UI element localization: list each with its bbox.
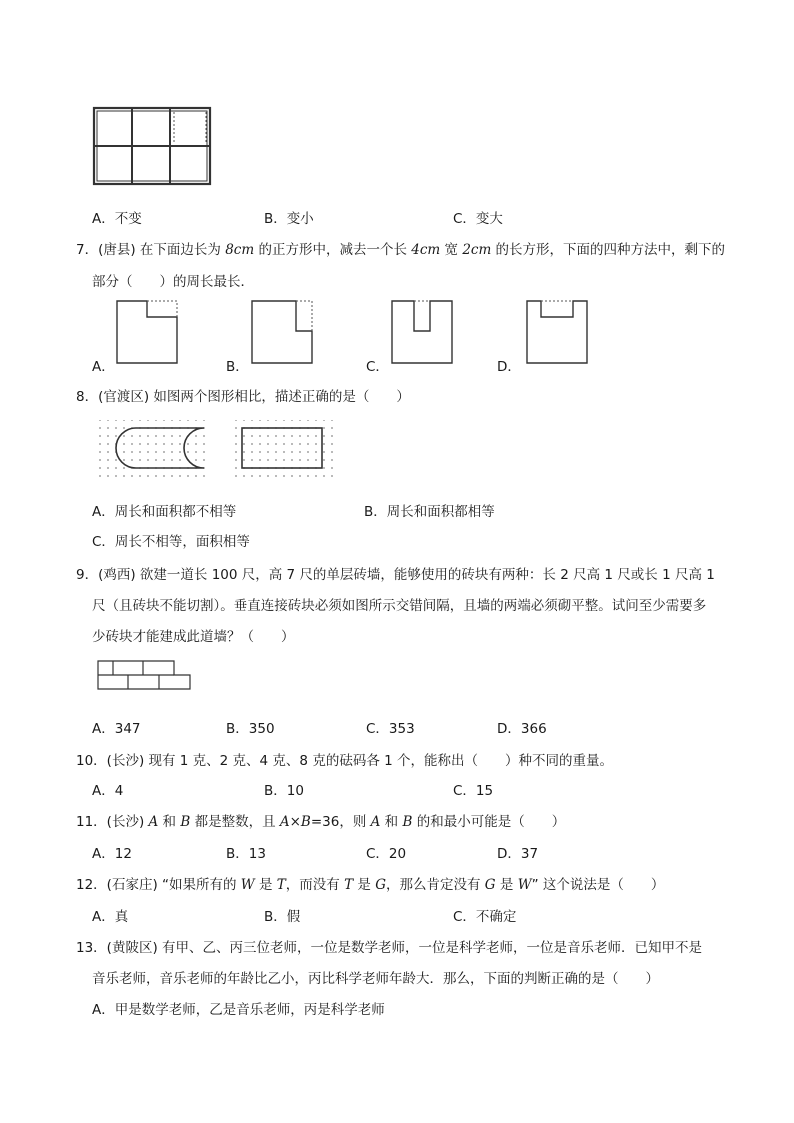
q8-option-c[interactable]: C．周长不相等，面积相等 (92, 534, 250, 550)
q7-option-d[interactable]: D． (497, 359, 521, 375)
q9-option-b[interactable]: B．350 (226, 721, 275, 737)
q10-stem: 10．(长沙) 现有 1 克、2 克、4 克、8 克的砝码各 1 个，能称出（ ）种不同的重量。 (76, 753, 613, 769)
q12-option-a[interactable]: A．真 (92, 909, 129, 925)
q9-stem-line1: 9．(鸡西) 欲建一道长 100 尺，高 7 尺的单层砖墙，能够使用的砖块有两种：长 2 尺高 1 尺或长 1 尺高 1 (76, 567, 715, 583)
q10-option-b[interactable]: B．10 (264, 783, 304, 799)
q13-stem-line1: 13．(黄陂区) 有甲、乙、丙三位老师，一位是数学老师，一位是科学老师，一位是音乐老师．已知甲不是 (76, 940, 703, 956)
q11-option-b[interactable]: B．13 (226, 846, 266, 862)
q11-option-a[interactable]: A．12 (92, 846, 132, 862)
q13-stem-line2: 音乐老师，音乐老师的年龄比乙小，丙比科学老师年龄大．那么，下面的判断正确的是（ ） (92, 971, 659, 987)
q9-stem-line2: 尺（且砖块不能切割）。垂直连接砖块必须如图所示交错间隔，且墙的两端必须砌平整。试问至少需要多 (92, 598, 707, 614)
q8-stem: 8．(官渡区) 如图两个图形相比，描述正确的是（ ） (76, 389, 410, 405)
q11-option-c[interactable]: C．20 (366, 846, 407, 862)
q11-option-d[interactable]: D．37 (497, 846, 539, 862)
q7-stem-line1: 7．(唐县) 在下面边长为 8cm 的正方形中，减去一个长 4cm 宽 2cm 的长方形，下面的四种方法中，剩下的 (76, 242, 726, 258)
q9-option-c[interactable]: C．353 (366, 721, 415, 737)
q10-option-c[interactable]: C．15 (453, 783, 494, 799)
q7-option-b[interactable]: B． (226, 359, 249, 375)
q8-option-a[interactable]: A．周长和面积都不相等 (92, 504, 237, 520)
q9-option-d[interactable]: D．366 (497, 721, 547, 737)
q6-option-a[interactable]: A．不变 (92, 211, 142, 227)
q7-figure-a (116, 300, 178, 364)
brick-wall-figure (97, 660, 191, 690)
grid-figure (92, 106, 212, 186)
q8-option-b[interactable]: B．周长和面积都相等 (364, 504, 495, 520)
q8-figures (98, 418, 338, 480)
q7-figure-c (391, 300, 453, 364)
q7-figure-d (526, 300, 588, 364)
q11-stem: 11．(长沙) A 和 B 都是整数，且 A×B=36，则 A 和 B 的和最小可能是（ ） (76, 814, 566, 830)
q7-stem-line2: 部分（ ）的周长最长． (92, 274, 254, 290)
q13-option-a[interactable]: A．甲是数学老师，乙是音乐老师，丙是科学老师 (92, 1002, 385, 1018)
q7-figure-b (251, 300, 313, 364)
q12-option-b[interactable]: B．假 (264, 909, 301, 925)
q7-option-c[interactable]: C． (366, 359, 389, 375)
q9-stem-line3: 少砖块才能建成此道墙？（ ） (92, 629, 295, 645)
q6-option-c[interactable]: C．变大 (453, 211, 503, 227)
q6-option-b[interactable]: B．变小 (264, 211, 314, 227)
q12-stem: 12．(石家庄) “如果所有的 W 是 T，而没有 T 是 G，那么肯定没有 G 是 W” 这个说法是（ ） (76, 877, 665, 893)
q9-option-a[interactable]: A．347 (92, 721, 141, 737)
q10-option-a[interactable]: A．4 (92, 783, 124, 799)
q7-option-a[interactable]: A． (92, 359, 115, 375)
q12-option-c[interactable]: C．不确定 (453, 909, 517, 925)
